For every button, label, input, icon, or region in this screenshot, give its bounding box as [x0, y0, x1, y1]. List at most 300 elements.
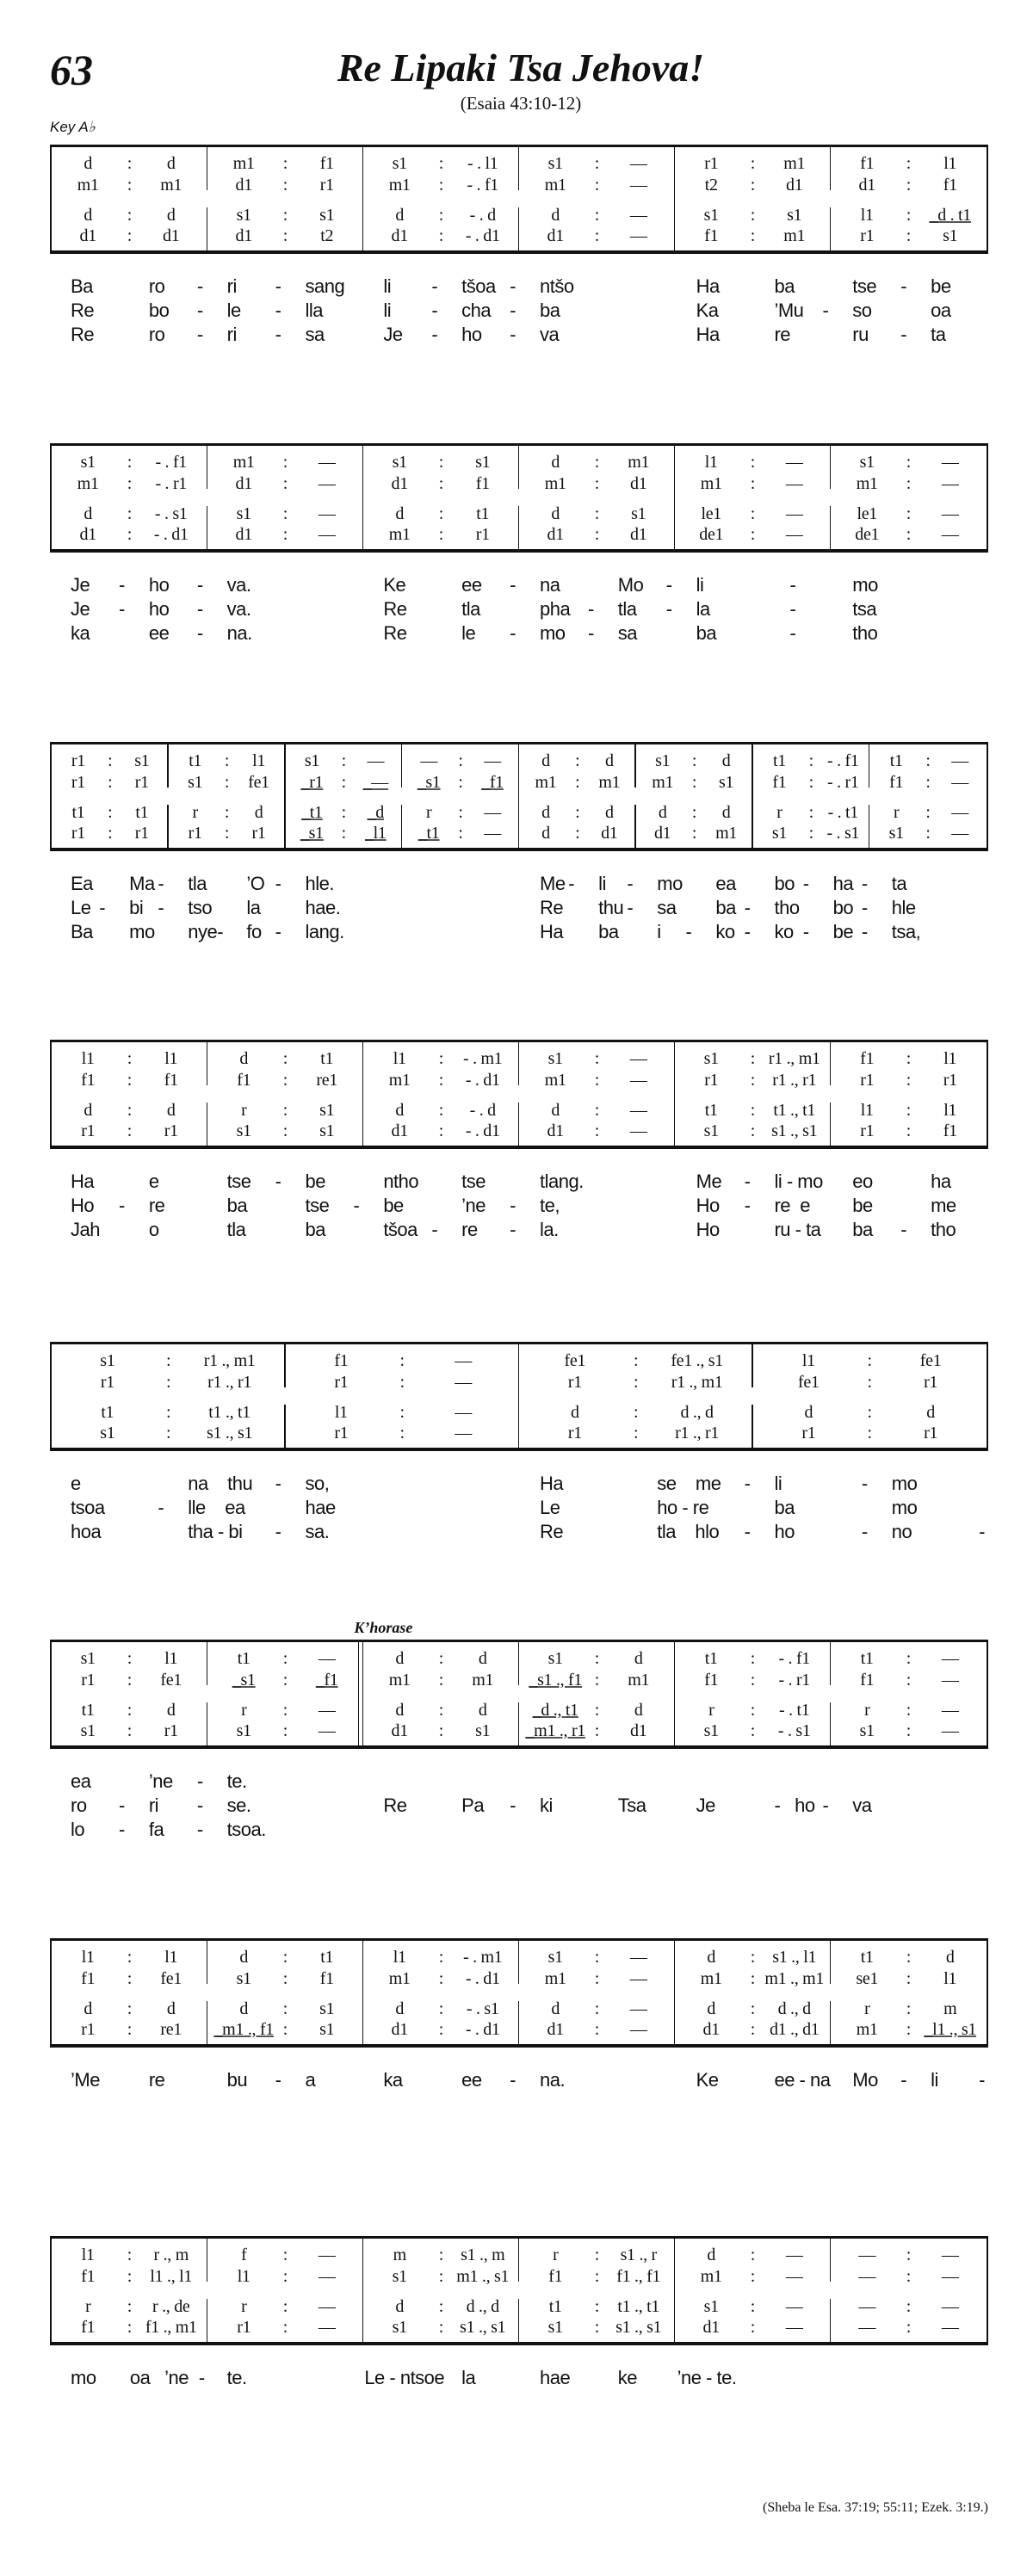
- lyric-syllable: [128, 1218, 207, 1242]
- beat-left: [519, 1101, 592, 1120]
- note: m1: [700, 1969, 722, 1988]
- lyric-syllable: [813, 920, 871, 944]
- lyric-syllable: [128, 2068, 207, 2092]
- lyric-syllable: [128, 1770, 207, 1794]
- alto-part: [636, 773, 753, 792]
- beat-separator: :: [691, 773, 697, 792]
- note: r1 ., r1: [772, 1071, 817, 1090]
- note: —: [629, 1071, 647, 1090]
- beat-left: [52, 803, 105, 822]
- soprano-part: [831, 154, 987, 173]
- syllable-text: Ba: [71, 921, 93, 942]
- bass-part: [831, 2020, 987, 2039]
- hyphen: -: [158, 873, 164, 894]
- measure: [753, 744, 870, 848]
- beat-separator: :: [750, 525, 756, 544]
- syllable-text: tse: [226, 1171, 251, 1192]
- tenor-part: [675, 206, 831, 225]
- syllable-text: mo: [71, 2367, 96, 2388]
- beat-left: [519, 773, 572, 792]
- lyric-syllable: [50, 1170, 128, 1194]
- beat-right: [933, 773, 987, 792]
- hyphen: -: [802, 921, 809, 942]
- lyric-syllable: [284, 323, 362, 347]
- beat-separator: :: [399, 1424, 405, 1442]
- lyric-line-verse-1: [50, 1170, 988, 1194]
- syllable-text: te.: [226, 2367, 247, 2388]
- tenor-part: [831, 206, 987, 225]
- beat-left: [675, 2297, 748, 2316]
- lyric-line-verse-1: [50, 573, 988, 597]
- tenor-part: [675, 504, 831, 523]
- beat-right: [135, 1101, 208, 1120]
- alto-part: [675, 1671, 831, 1690]
- lyric-syllable: [441, 323, 519, 347]
- hyphen: -: [510, 275, 516, 297]
- note: m1: [232, 453, 255, 472]
- syllable-text: bo: [148, 300, 170, 321]
- beat-left: [52, 1969, 125, 1988]
- bass-part: [207, 226, 363, 245]
- hyphen: -: [196, 275, 203, 297]
- beat-left: [207, 1049, 281, 1068]
- lyric-syllable: [519, 621, 597, 646]
- beat-left: [363, 2267, 436, 2286]
- lyric-syllable: [597, 2068, 676, 2092]
- beat-left: [363, 1969, 436, 1988]
- hyphen: -: [510, 324, 516, 345]
- beat-right: [933, 751, 987, 770]
- note: - . s1: [826, 824, 860, 843]
- note: s1: [392, 2267, 407, 2286]
- note: r1: [801, 1424, 816, 1442]
- note: l1: [334, 1403, 348, 1422]
- lyric-line-verse-3: [50, 920, 988, 944]
- beat-right: [914, 206, 987, 225]
- note: —: [941, 2318, 959, 2337]
- music-system: [50, 2236, 988, 2388]
- note: d1: [235, 176, 252, 195]
- syllable-text: Ha: [71, 1171, 95, 1192]
- syllable-text: Tsa: [617, 1795, 646, 1816]
- beat-right: [135, 176, 208, 195]
- alto-part: [519, 1671, 675, 1690]
- lyric-syllable: [910, 1194, 988, 1218]
- hyphen: -: [510, 2069, 516, 2091]
- lyric-syllable: [910, 621, 988, 646]
- beat-left: [753, 1424, 865, 1442]
- note: s1: [547, 154, 563, 173]
- lyric-syllable: [50, 275, 128, 299]
- syllable-text: la: [246, 897, 261, 918]
- beat-left: [675, 1649, 748, 1668]
- note: —: [858, 2267, 876, 2286]
- syllable-text: va.: [226, 598, 251, 620]
- lyric-syllable: [285, 920, 343, 944]
- beat-separator: :: [750, 1049, 756, 1068]
- alto-part: [831, 474, 987, 493]
- note: m1: [598, 773, 621, 792]
- beat-separator: :: [867, 1424, 873, 1442]
- note: —: [318, 2267, 336, 2286]
- tenor-part: [363, 1999, 519, 2018]
- lyric-syllable: [441, 1770, 519, 1794]
- note: s1: [392, 154, 407, 173]
- note: f1: [237, 1071, 251, 1090]
- lyric-syllable: [578, 920, 636, 944]
- syllable-text: ho: [461, 324, 482, 345]
- syllable-text: le: [461, 622, 476, 644]
- beat-right: [603, 2267, 676, 2286]
- note: s1: [631, 504, 646, 523]
- syllable-text: re e: [774, 1195, 810, 1216]
- staff-box: [50, 2236, 988, 2345]
- syllable-text: Le: [71, 897, 91, 918]
- bass-part: [831, 1721, 987, 1740]
- soprano-part: [675, 154, 831, 173]
- lyric-syllable: [402, 1472, 519, 1496]
- hyphen: -: [665, 598, 672, 620]
- hyphen: -: [900, 275, 907, 297]
- lyric-syllable: [753, 275, 832, 299]
- beat-right: [914, 1999, 987, 2018]
- syllable-text: Je: [383, 324, 403, 345]
- note: t1: [860, 1649, 874, 1668]
- note: fe1: [160, 1969, 182, 1988]
- note: - . m1: [463, 1948, 503, 1967]
- beat-separator: :: [458, 751, 463, 770]
- syllable-text: Re: [383, 622, 407, 644]
- note: _t1: [418, 824, 440, 843]
- beat-left: [169, 773, 222, 792]
- lyric-syllable: [50, 573, 128, 597]
- note: d: [239, 1049, 249, 1068]
- syllable-text: ho: [148, 598, 170, 620]
- beat-left: [675, 2246, 748, 2264]
- beat-right: [914, 2318, 987, 2337]
- lyric-syllable: [50, 1520, 167, 1544]
- beat-left: [363, 154, 436, 173]
- beat-right: [135, 1071, 208, 1090]
- beat-left: [519, 824, 572, 843]
- bass-part: [207, 1121, 363, 1140]
- lyric-syllable: [519, 2068, 597, 2092]
- measure: [519, 1042, 675, 1146]
- lyric-syllable: [207, 573, 285, 597]
- beat-right: [603, 154, 676, 173]
- lyric-syllable: [871, 872, 930, 896]
- tenor-part: [207, 1999, 363, 2018]
- soprano-part: [675, 453, 831, 472]
- soprano-part: [52, 751, 169, 770]
- syllable-text: Ma: [129, 873, 155, 894]
- alto-part: [519, 176, 675, 195]
- lyric-syllable: [128, 323, 207, 347]
- lyric-syllable: [50, 1194, 128, 1218]
- note: r1: [704, 1071, 719, 1090]
- alto-part: [675, 2267, 831, 2286]
- lyric-syllable: [519, 2366, 597, 2390]
- beat-separator: :: [438, 1049, 444, 1068]
- beat-right: [447, 1121, 520, 1140]
- beat-left: [207, 206, 281, 225]
- soprano-part: [52, 453, 207, 472]
- lyric-syllable: [930, 872, 988, 896]
- beat-left: [207, 1721, 281, 1740]
- scripture-reference: (Esaia 43:10-12): [460, 93, 582, 114]
- beat-left: [519, 525, 592, 544]
- beat-separator: :: [438, 1649, 444, 1668]
- beat-right: [447, 1969, 520, 1988]
- lyric-line-verse-1: [50, 2366, 988, 2390]
- beat-left: [675, 206, 748, 225]
- footer-references: (Sheba le Esa. 37:19; 55:11; Ezek. 3:19.): [762, 2500, 988, 2515]
- note: d: [395, 1701, 405, 1720]
- beat-separator: :: [438, 1948, 444, 1967]
- lyric-syllable: [676, 275, 754, 299]
- lyric-syllable: [597, 597, 676, 621]
- hyphen: -: [158, 897, 164, 918]
- note: d: [395, 1999, 405, 2018]
- beat-right: [349, 773, 402, 792]
- beat-right: [603, 1701, 676, 1720]
- syllable-text: Ea: [71, 873, 93, 894]
- staff-box: [50, 443, 988, 553]
- note: m1: [160, 176, 182, 195]
- lyric-syllable: [676, 299, 754, 323]
- beat-right: [758, 1649, 832, 1668]
- beat-right: [135, 1649, 208, 1668]
- soprano-part: [363, 154, 519, 173]
- beat-right: [447, 176, 520, 195]
- beat-right: [603, 1999, 676, 2018]
- note: t1 ., t1: [208, 1403, 251, 1422]
- bass-part: [519, 824, 636, 843]
- note: s1: [236, 504, 251, 523]
- syllable-text: Re: [383, 598, 407, 620]
- note: d1: [630, 474, 647, 493]
- tenor-part: [636, 803, 753, 822]
- note: s1: [475, 453, 491, 472]
- beat-left: [831, 1071, 904, 1090]
- lyric-syllable: [284, 597, 362, 621]
- note: d: [926, 1403, 935, 1422]
- beat-left: [207, 2297, 281, 2316]
- syllable-text: ri: [226, 324, 237, 345]
- lyric-syllable: [676, 1170, 754, 1194]
- beat-right: [758, 176, 832, 195]
- note: m1: [388, 1671, 411, 1690]
- syllable-text: te.: [226, 1770, 247, 1792]
- beat-right: [583, 773, 636, 792]
- beat-separator: :: [282, 1071, 288, 1090]
- beat-separator: :: [906, 154, 912, 173]
- syllable-text: ba: [539, 300, 560, 321]
- beat-right: [291, 504, 364, 523]
- beat-separator: :: [594, 2297, 600, 2316]
- note: f1: [704, 226, 719, 245]
- bass-part: [519, 1721, 675, 1740]
- note: - . r1: [778, 1671, 811, 1690]
- beat-left: [363, 1701, 436, 1720]
- lyric-syllable: [754, 872, 813, 896]
- beat-right: [135, 1671, 208, 1690]
- lyric-syllable: [441, 2068, 519, 2092]
- hyphen: -: [861, 897, 868, 918]
- lyric-syllable: [597, 323, 676, 347]
- beat-separator: :: [282, 453, 288, 472]
- note: d: [84, 1101, 93, 1120]
- note: s1: [703, 1049, 719, 1068]
- alto-part: [286, 773, 403, 792]
- note: d: [541, 751, 550, 770]
- lyric-syllable: [362, 1194, 441, 1218]
- beat-right: [135, 525, 208, 544]
- lyric-syllable: [636, 1496, 753, 1520]
- note: s1: [547, 1649, 563, 1668]
- beat-left: [52, 2267, 125, 2286]
- measure: [52, 446, 207, 549]
- lyric-syllable: [753, 1194, 832, 1218]
- lyric-syllable: [753, 2068, 832, 2092]
- beat-separator: :: [750, 1701, 756, 1720]
- hyphen: -: [196, 622, 203, 644]
- beat-right: [174, 1373, 286, 1392]
- note: d: [395, 1649, 405, 1668]
- syllable-text: sa: [617, 622, 638, 644]
- beat-right: [641, 1403, 753, 1422]
- beat-left: [363, 1671, 436, 1690]
- measure: [363, 147, 519, 250]
- syllable-text: cha: [461, 300, 492, 321]
- note: s1: [319, 1101, 335, 1120]
- beat-right: [174, 1424, 286, 1442]
- syllable-text: li: [383, 275, 392, 297]
- note: s1: [80, 1649, 96, 1668]
- note: m1: [544, 1071, 566, 1090]
- lyric-syllable: [910, 2068, 988, 2092]
- lyric-line-verse-1: [50, 1472, 988, 1496]
- beat-right: [914, 2020, 987, 2039]
- beat-left: [519, 1424, 631, 1442]
- beat-right: [603, 525, 676, 544]
- bass-part: [831, 226, 987, 245]
- beat-left: [207, 1671, 281, 1690]
- note: r1: [860, 226, 875, 245]
- syllable-text: ha: [931, 1171, 951, 1192]
- note: d: [166, 154, 176, 173]
- alto-part: [363, 474, 519, 493]
- beat-right: [135, 453, 208, 472]
- beat-separator: :: [906, 2318, 912, 2337]
- note: d: [478, 1701, 487, 1720]
- beat-left: [519, 1071, 592, 1090]
- beat-separator: :: [282, 226, 288, 245]
- syllable-text: ntšo: [539, 275, 574, 297]
- syllable-text: ru: [852, 324, 869, 345]
- note: —: [629, 1121, 647, 1140]
- beat-right: [603, 1121, 676, 1140]
- alto-part: [675, 1969, 831, 1988]
- hyphen: -: [431, 324, 438, 345]
- lyric-syllable: [597, 299, 676, 323]
- syllable-text: na.: [539, 2069, 566, 2091]
- lyric-syllable: [362, 621, 441, 646]
- lyric-syllable: [753, 1218, 832, 1242]
- beat-right: [758, 1121, 832, 1140]
- note: t1: [772, 751, 786, 770]
- beat-left: [286, 1403, 398, 1422]
- note: s1: [888, 824, 904, 843]
- beat-left: [402, 824, 455, 843]
- note: s1 ., s1: [460, 2318, 506, 2337]
- syllable-text: tse: [305, 1195, 330, 1216]
- beat-left: [519, 154, 592, 173]
- hyphen: -: [196, 324, 203, 345]
- syllable-text: nye: [188, 921, 218, 942]
- lyric-syllable: [362, 1818, 441, 1842]
- syllable-text: so,: [305, 1473, 330, 1494]
- note: s1: [547, 1049, 563, 1068]
- beat-right: [349, 824, 402, 843]
- soprano-part: [831, 453, 987, 472]
- beat-right: [914, 1121, 987, 1140]
- syllable-text: sang: [305, 275, 345, 297]
- note: s1: [80, 453, 96, 472]
- lyric-syllable: [207, 621, 285, 646]
- syllable-text: ko: [774, 921, 794, 942]
- beat-separator: :: [594, 1121, 600, 1140]
- measure: [675, 446, 831, 549]
- note: m1: [628, 1671, 650, 1690]
- beat-left: [207, 1701, 281, 1720]
- note: f1: [164, 1071, 178, 1090]
- beat-separator: :: [127, 1701, 133, 1720]
- note: r1: [924, 1373, 938, 1392]
- lyric-syllable: [441, 573, 519, 597]
- note: _s1 ., f1: [529, 1671, 583, 1690]
- beat-left: [207, 474, 281, 493]
- tenor-part: [519, 1101, 675, 1120]
- beat-left: [519, 2318, 592, 2337]
- note: l1: [943, 1049, 957, 1068]
- lyric-syllable: [284, 275, 362, 299]
- tenor-part: [519, 1701, 675, 1720]
- beat-separator: :: [282, 2318, 288, 2337]
- lyric-syllable: [441, 299, 519, 323]
- beat-separator: :: [282, 2267, 288, 2286]
- beat-right: [291, 226, 364, 245]
- syllable-text: sa.: [305, 1521, 330, 1542]
- note: f1 ., m1: [145, 2318, 197, 2337]
- beat-left: [52, 1721, 125, 1740]
- note: m1: [77, 474, 99, 493]
- beat-right: [816, 773, 869, 792]
- note: s1: [319, 1121, 335, 1140]
- measure: [207, 1941, 363, 2044]
- lyric-syllable: [597, 1170, 676, 1194]
- alto-part: [207, 1671, 363, 1690]
- note: s1: [703, 2297, 719, 2316]
- alto-part: [363, 1969, 519, 1988]
- hyphen: -: [900, 2069, 907, 2091]
- beat-left: [363, 206, 436, 225]
- soprano-part: [52, 1351, 286, 1370]
- beat-separator: :: [906, 1101, 912, 1120]
- beat-separator: :: [399, 1351, 405, 1370]
- beat-left: [207, 1101, 281, 1120]
- beat-right: [758, 453, 832, 472]
